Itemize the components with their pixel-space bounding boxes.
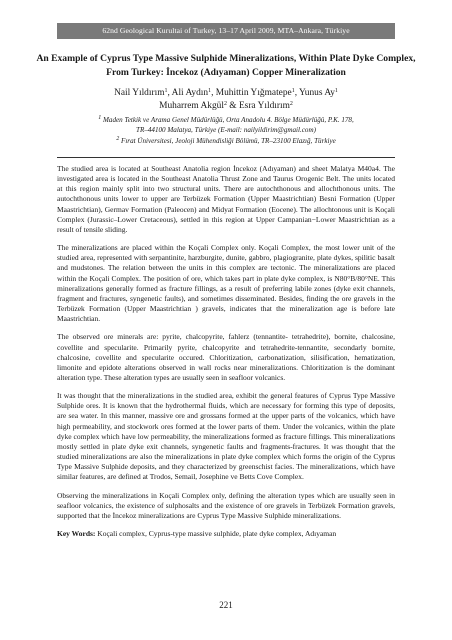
keywords-text: Koçali complex, Cyprus-type massive sulphide, plate dyke complex, Adıyaman (95, 529, 337, 538)
keywords-label: Key Words: (57, 529, 96, 538)
author-name: Muharrem Akgül (159, 101, 224, 111)
author-name: Muhittin Yığmatepe (215, 88, 292, 98)
author-name: Yunus Ay (299, 88, 335, 98)
affiliation-1-line-1 (30, 115, 422, 125)
author-affiliation-mark: 2 (289, 101, 293, 107)
author-line-2: Muharrem Akgül$^2$ & Esra Yıldırım$^2$ (159, 101, 293, 111)
author-affiliation-mark: 1 (208, 88, 212, 94)
page-number: 221 (219, 600, 233, 610)
author-name: Ali Aydın (171, 88, 209, 98)
affiliation-1-line-2: TR–44100 Malatya, Türkiye (E-mail: nailyildirim@gmail.com) (136, 126, 316, 135)
author-name: Nail Yıldırım (114, 88, 165, 98)
abstract-paragraph: The studied area is located at Southeast Anatolia region İncekoz (Adıyaman) and sheet Malatya M40a4. The investigated area is located in the Southeast Anatolia Thrust Zone and Taurus Orogenic Belt. The units located at this region mainly split into two structural units. There are autochthonous and allochthonous units. The autochthonous units lower to upper are Terbüzek Formation (Upper Maastrichtian) Besni Formation (Upper Maastrichtian), Germav Formation (Paleocen) and Midyat Formation (Eocene). The allochtonous unit is Koçali Complex (Jurassic–Lower Cretaceous), settled in this region at Upper Campanian−Lower Maastrichtian as a result of tensile sliding. (57, 164, 395, 234)
author-line-1: Nail Yıldırım$^1$, Ali Aydın$^1$, Muhittin Yığmatepe$^1$, Yunus Ay$^1$ (114, 88, 338, 98)
author-affiliation-mark: 1 (334, 88, 338, 94)
abstract-paragraph: The mineralizations are placed within the Koçali Complex only. Koçali Complex, the most lower unit of the studied area, represented with serpantinite, harzburgite, dunite, gabbro, plagiogranite, plate dykes, spilitic basalt and mudstones. The relation between the units in this complex are tectonic. The mineralizations are placed within the Koçali Complex. The position of ore, which takes part in plate dyke complex, is N80°B/80°NE. This mineralizations generally formed as fracture fillings, as a result of preferring labile zones (dyke exit channels, fragment and fractures, syngenetic faults), and sometimes disseminated. Besides, finding the ore gravels in the Terbüzek Formation (Upper Maastrichtian ) gravels, indicates that the mineralization age is before late Maastrichtian. (57, 243, 395, 324)
affiliations (30, 115, 422, 146)
affiliation-mark: 2 (116, 135, 120, 142)
author-affiliation-mark: 1 (291, 88, 295, 94)
affiliation-2-text: Fırat Üniversitesi, Jeoloji Mühendisliği Bölümü, TR–23100 Elazığ, Türkiye (121, 136, 336, 145)
paper-title: An Example of Cyprus Type Massive Sulphide Mineralizations, Within Plate Dyke Complex, From Turkey: İncekoz (Adıyaman) Copper Mineralization (36, 53, 416, 78)
affiliation-mark: 1 (98, 115, 102, 121)
author-list (40, 87, 412, 113)
header-divider (57, 157, 395, 158)
keywords (57, 529, 395, 539)
abstract-body (57, 164, 395, 547)
affiliation-1-text: Maden Tetkik ve Arama Genel Müdürlüğü, Orta Anadolu 4. Bölge Müdürlüğü, P.K. 178, (103, 116, 354, 124)
abstract-paragraph: The observed ore minerals are: pyrite, chalcopyrite, fahlerz (tennantite- tetrahedrite), bornite, chalcosine, covellite and specularite. Primarily pyrite, chalcopyrite and tetrahedrite-tennantite, secondarly bornite, chalcosine, covellite and specularite occured. Chloritization, carbonatization, silisification, hematization, limonite and epidote alterations observed in wall rocks near mineralizations. Chloritization is the dominant alteration type. These alteration types are usually seen in seafloor volcanics. (57, 332, 395, 382)
author-affiliation-mark: 2 (223, 101, 227, 107)
author-name: Esra Yıldırım (238, 101, 290, 111)
author-affiliation-mark: 1 (164, 88, 168, 94)
abstract-paragraph: It was thought that the mineralizations in the studied area, exhibit the general features of Cyprus Type Massive Sulphide ores. It is known that the hydrothermal fluids, which are necessary for forming this type of deposits, are sea water. In this manner, massive ore and grossans formed at the upper parts of the volcanics, which have high permeability, and stockwork ores formed at the lower parts of them. Under the volcanics, within the plate dyke complex which have low permeability, the mineralizations formed as fracture fillings. This mineralizations mostly settled in plate dyke exit channels, syngenetic faults and fragments-fractures. It was thought that the studied mineralizations are also the mineralizations in plate dyke complex which forms the origin of the Cyprus Type Massive Sulphide deposits, and they characterized by greenschist facies. The mineralizations, which have similar features, are defined at Trodos, Semail, Josephine ve Betts Cove Complex. (57, 391, 395, 482)
abstract-paragraph: Observing the mineralizations in Koçali Complex only, defining the alteration types which are usually seen in seafloor volcanics, the existence of sulphosalts and the existence of ore gravels in Terbüzek Formation gravels, supported that the İncekoz mineralizations are Cyprus Type Massive Sulphide mineralizations. (57, 490, 395, 520)
affiliation-2 (30, 136, 422, 146)
conference-header: 62nd Geological Kurultai of Turkey, 13–17 April 2009, MTA–Ankara, Türkiye (57, 23, 395, 39)
